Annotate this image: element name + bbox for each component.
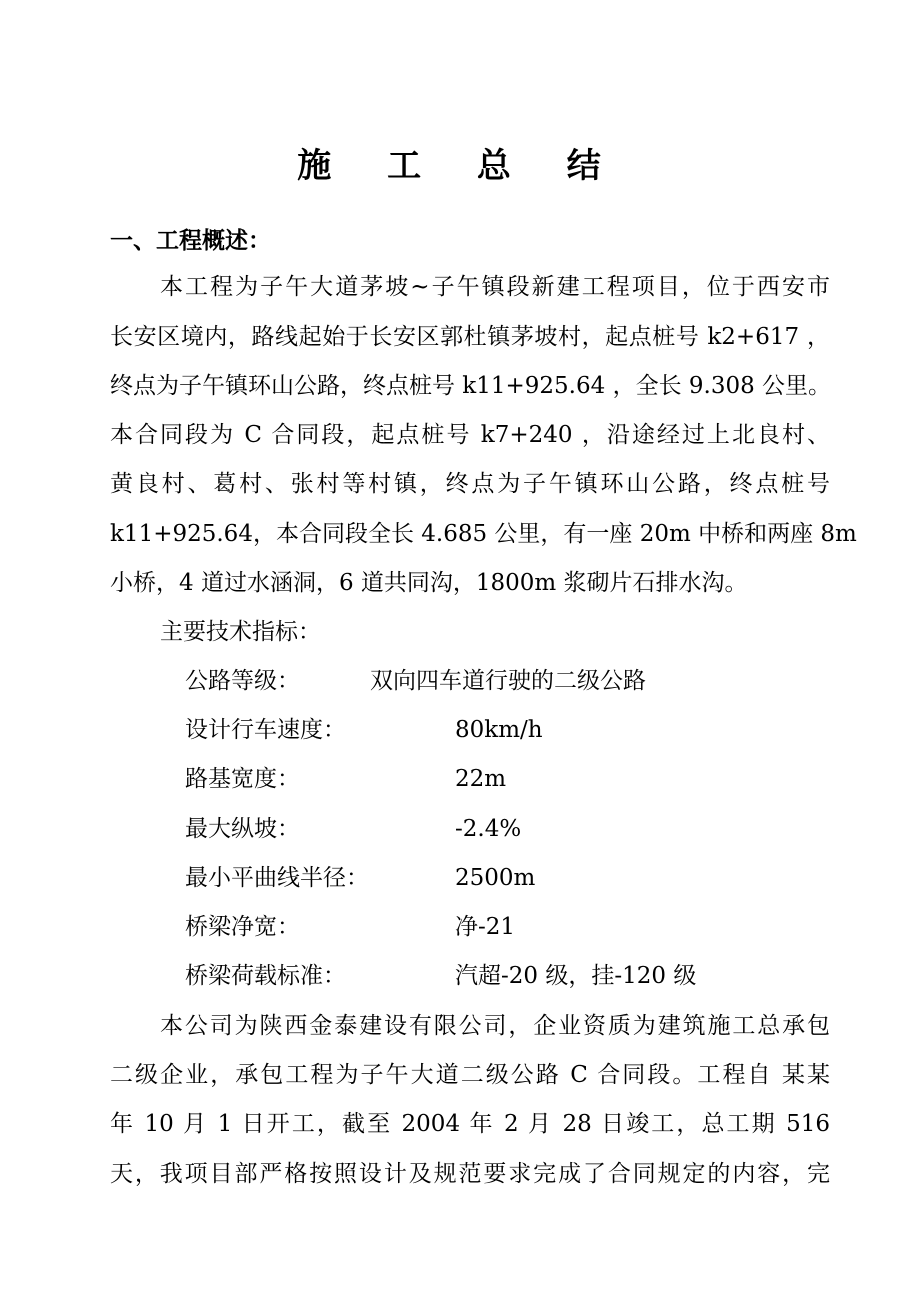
spec-value-bridge-width: 净-21 (455, 914, 516, 940)
spec-label-bridge-load: 桥梁荷载标准： (185, 963, 346, 989)
spec-label-road-grade: 公路等级： (185, 668, 300, 694)
spec-label-min-curve-radius: 最小平曲线半径： (185, 865, 369, 891)
spec-label-bridge-width: 桥梁净宽： (185, 914, 300, 940)
spec-value-max-grade: -2.4% (455, 816, 522, 842)
spec-value-min-curve-radius: 2500m (455, 865, 536, 891)
spec-value-road-grade: 双向四车道行驶的二级公路 (370, 668, 646, 694)
paragraph-line: 二级企业，承包工程为子午大道二级公路 C 合同段。工程自 某某 (110, 1062, 830, 1088)
paragraph-line: 终点为子午镇环山公路，终点桩号 k11+925.64 ，全长 9.308 公里。 (110, 373, 832, 399)
paragraph-line: 本公司为陕西金泰建设有限公司，企业资质为建筑施工总承包 (160, 1013, 830, 1039)
spec-label-design-speed: 设计行车速度： (185, 717, 346, 743)
paragraph-line: 本合同段为 C 合同段，起点桩号 k7+240 ，沿途经过上北良村、 (110, 422, 830, 448)
paragraph-line: 天，我项目部严格按照设计及规范要求完成了合同规定的内容，完 (110, 1161, 830, 1187)
spec-value-subgrade-width: 22m (455, 766, 507, 792)
spec-value-design-speed: 80km/h (455, 717, 543, 743)
paragraph-line: 本工程为子午大道茅坡~子午镇段新建工程项目，位于西安市 (160, 274, 830, 300)
paragraph-line: k11+925.64，本合同段全长 4.685 公里，有一座 20m 中桥和两座 8m (110, 521, 857, 547)
spec-label-subgrade-width: 路基宽度： (185, 766, 300, 792)
paragraph-line: 长安区境内，路线起始于长安区郭杜镇茅坡村，起点桩号 k2+617 ， (110, 324, 830, 350)
specs-title: 主要技术指标： (160, 619, 321, 645)
spec-label-max-grade: 最大纵坡： (185, 816, 300, 842)
paragraph-line: 小桥，4 道过水涵洞，6 道共同沟，1800m 浆砌片石排水沟。 (110, 570, 748, 596)
paragraph-line: 黄良村、葛村、张村等村镇，终点为子午镇环山公路，终点桩号 (110, 471, 830, 497)
section-heading-overview: 一、工程概述： (110, 228, 271, 254)
page-title: 施 工 总 结 (297, 146, 623, 186)
paragraph-line: 年 10 月 1 日开工，截至 2004 年 2 月 28 日竣工，总工期 516 (110, 1111, 830, 1137)
spec-value-bridge-load: 汽超-20 级，挂-120 级 (455, 963, 697, 989)
